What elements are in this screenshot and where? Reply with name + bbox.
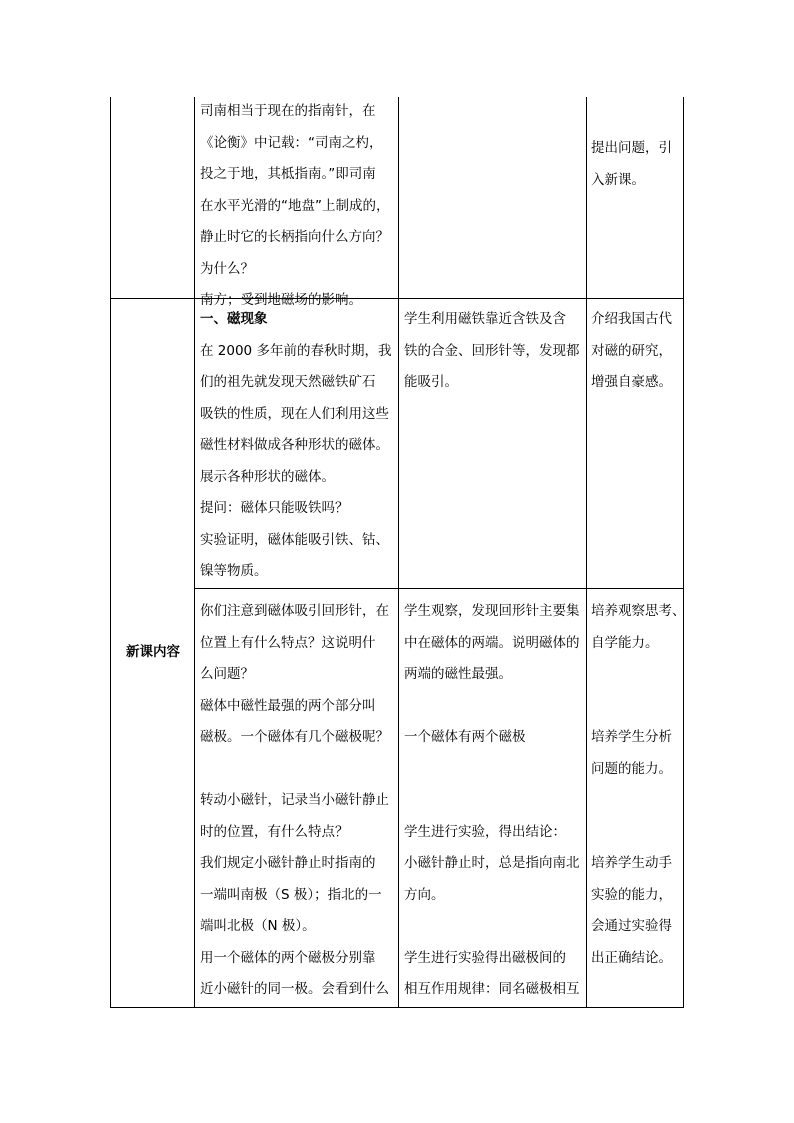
text-line: 对磁的研究，	[591, 342, 672, 359]
text-line: 培养学生动手	[591, 855, 672, 871]
row2-student-cell	[404, 304, 580, 399]
text-line: 介绍我国古代	[591, 311, 672, 327]
row-divider-1	[110, 298, 684, 299]
text-line: 展示各种形状的磁体。	[200, 468, 335, 485]
text-line	[591, 785, 686, 817]
text-line: 提问：磁体只能吸铁吗？	[200, 500, 349, 516]
text-line: 么问题？	[200, 666, 254, 682]
text-line: 一端叫南极（S 极）；指北的一	[200, 886, 382, 903]
text-line: 问题的能力。	[591, 760, 672, 777]
row1-content-cell	[200, 96, 390, 317]
column-divider-3	[586, 97, 587, 1008]
text-line: 们的祖先就发现天然磁铁矿石	[200, 374, 376, 390]
text-line	[404, 754, 580, 786]
text-line: 磁性材料做成各种形状的磁体。	[200, 437, 389, 453]
text-line	[404, 911, 580, 943]
text-line: 学生进行实验，得出结论：	[404, 823, 566, 840]
text-line: 两端的磁性最强。	[404, 666, 512, 682]
text-line: 南方；受到地磁场的影响。	[200, 292, 362, 308]
text-line: 能吸引。	[404, 374, 458, 390]
table-border-bottom	[110, 1007, 684, 1008]
text-line: 在水平光滑的“地盘”上制成的，	[200, 197, 390, 214]
text-line: 中在磁体的两端。说明磁体的	[404, 634, 580, 651]
row-divider-2	[194, 588, 684, 589]
text-line: 端叫北极（N 极）。	[200, 918, 316, 934]
text-line: 投之于地，其柢指南。”即司南	[200, 166, 376, 182]
text-line: 为什么？	[200, 260, 254, 277]
row3-purpose-cell	[591, 596, 686, 974]
text-line: 学生利用磁铁靠近含铁及含	[404, 311, 566, 327]
text-line	[404, 691, 580, 723]
text-line: 方向。	[404, 886, 445, 903]
text-line: 增强自豪感。	[591, 374, 672, 390]
text-line: 镍等物质。	[200, 563, 268, 579]
text-line: 静止时它的长柄指向什么方向？	[200, 229, 389, 245]
text-line: 培养学生分析	[591, 729, 672, 745]
text-line: 位置上有什么特点？这说明什	[200, 634, 376, 651]
text-line: 磁极。一个磁体有几个磁极呢？	[200, 729, 389, 745]
text-line: 相互作用规律：同名磁极相互	[404, 981, 580, 997]
text-line	[591, 691, 686, 723]
text-line: 《论衡》中记载：“司南之杓，	[200, 134, 383, 151]
text-line: 实验证明，磁体能吸引铁、钴、	[200, 531, 389, 548]
text-line: 转动小磁针，记录当小磁针静止	[200, 792, 389, 808]
text-line: 吸铁的性质，现在人们利用这些	[200, 405, 389, 422]
row1-purpose-cell	[591, 133, 672, 196]
text-line: 入新课。	[591, 171, 645, 188]
text-line: 学生观察，发现回形针主要集	[404, 603, 580, 619]
row3-content-cell	[200, 596, 389, 1006]
text-line: 近小磁针的同一极。会看到什么	[200, 981, 389, 997]
text-line: 司南相当于现在的指南针，在	[200, 103, 376, 119]
row2-purpose-cell	[591, 304, 672, 399]
text-line	[591, 659, 686, 691]
text-line	[591, 817, 686, 849]
text-line: 一个磁体有两个磁极	[404, 729, 526, 745]
text-line	[404, 785, 580, 817]
text-line: 你们注意到磁体吸引回形针，在	[200, 603, 389, 619]
section-heading: 一、磁现象	[200, 311, 268, 327]
column-divider-1	[194, 97, 195, 1008]
row2-content-cell	[200, 304, 391, 588]
row-label-new-lesson: 新课内容	[126, 644, 180, 660]
text-line: 在 2000 多年前的春秋时期，我	[200, 342, 392, 359]
text-line: 磁体中磁性最强的两个部分叫	[200, 697, 376, 714]
text-line: 自学能力。	[591, 634, 659, 651]
column-divider-2	[398, 97, 399, 1008]
text-line: 出正确结论。	[591, 949, 672, 966]
text-line	[200, 754, 389, 786]
row3-student-cell	[404, 596, 580, 1006]
table-border-left	[110, 97, 111, 1008]
text-line: 实验的能力，	[591, 886, 672, 903]
text-line: 铁的合金、回形针等，发现都	[404, 342, 580, 359]
text-line: 用一个磁体的两个磁极分别靠	[200, 949, 376, 966]
text-line: 学生进行实验得出磁极间的	[404, 949, 566, 966]
text-line: 我们规定小磁针静止时指南的	[200, 855, 376, 871]
text-line: 时的位置，有什么特点？	[200, 823, 349, 840]
text-line: 小磁针静止时，总是指向南北	[404, 855, 580, 871]
text-line: 会通过实验得	[591, 918, 672, 934]
text-line: 提出问题，引	[591, 140, 672, 156]
text-line: 培养观察思考、	[591, 603, 686, 619]
